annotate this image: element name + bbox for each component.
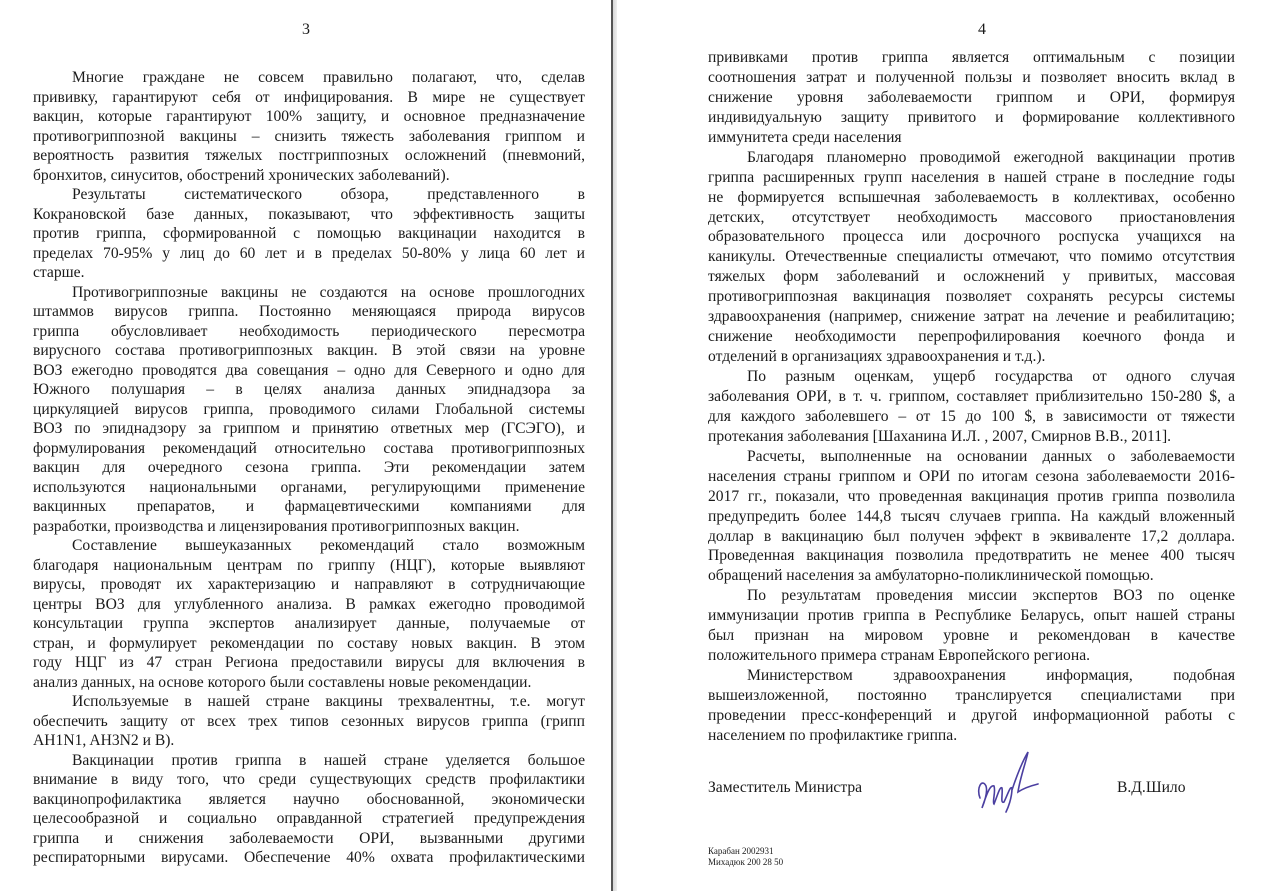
text-line: вирусного состава противогриппозных вакцин. В этой связи на уровне <box>33 342 585 359</box>
paragraph <box>33 536 585 692</box>
text-line: Кокрановской базе данных, показывают, что эффективность защиты <box>33 205 585 223</box>
text-line: положительного примера странам Европейского региона. <box>708 647 1091 665</box>
text-line: прививками против гриппа является оптимальным с позиции <box>708 49 1235 66</box>
page-number: 3 <box>302 21 310 38</box>
text-line: консультации группа экспертов анализирует данные, получаемые от <box>33 615 585 632</box>
document-page-3 <box>0 0 611 891</box>
text-line: образовательного процесса или досрочного роспуска учащихся на <box>708 228 1235 246</box>
text-line: По разным оценкам, ущерб государства от одного случая <box>747 368 1235 385</box>
paragraph <box>33 283 585 537</box>
text-line: вирусы, проводят их характеризацию и направляют в сотрудничающие <box>33 576 585 593</box>
page-body <box>708 48 1235 746</box>
text-line: 2017 гг., показали, что проведенная вакцинация против гриппа позволила <box>708 487 1235 505</box>
text-line: снижение уровня заболеваемости гриппом и ОРИ, формируя <box>708 88 1235 106</box>
text-line: иммунитета среди населения <box>708 128 902 146</box>
text-line: Благодаря планомерно проводимой ежегодной вакцинации против <box>747 148 1235 166</box>
text-line: гриппа расширенных групп населения в нашей стране в последние годы <box>708 168 1235 186</box>
text-line: центры ВОЗ для углубленного анализа. В рамках ежегодно проводимой <box>33 595 585 613</box>
text-line: обеспечить защиту от всех трех типов сезонных вирусов гриппа (грипп <box>33 712 585 730</box>
text-line: гриппа обусловливает необходимость периодического пересмотра <box>33 322 585 340</box>
text-line: вероятность развития тяжелых постгриппозных осложнений (пневмоний, <box>33 147 585 164</box>
text-line: был признан на мировом уровне и рекомендован в качестве <box>708 627 1235 645</box>
page-body <box>33 68 585 868</box>
text-line: каникулы. Отечественные специалисты отмечают, что помимо отсутствия <box>708 248 1235 266</box>
contacts-footer <box>708 846 783 868</box>
text-line: здравоохранения (например, снижение затрат на лечение и реабилитацию; <box>708 308 1235 326</box>
text-line: внимание в виду того, что среди существующих средств профилактики <box>33 771 585 788</box>
text-line: проведении пресс-конференций и другой информационной работы с <box>708 706 1235 724</box>
text-line: вакцинопрофилактика является научно обоснованной, экономически <box>33 790 585 808</box>
paragraph <box>708 447 1235 587</box>
text-line: вакцин для очередного сезона гриппа. Эти рекомендации затем <box>33 459 585 476</box>
text-line: Министерством здравоохранения информация, подобная <box>747 667 1235 685</box>
text-line: не формируется вспышечная заболеваемость в коллективах, особенно <box>708 188 1235 206</box>
paragraph <box>708 367 1235 447</box>
text-line: целесообразной и социально оправданной стратегией предупреждения <box>33 810 585 827</box>
text-line: тяжелых форм заболеваний и осложнений у привитых, массовая <box>708 268 1235 286</box>
text-line: году НЦГ из 47 стран Региона предоставили вирусы для включения в <box>33 654 585 671</box>
paragraph <box>708 666 1235 746</box>
text-line: старше. <box>33 264 85 281</box>
text-line: обращений населения за амбулаторно-поликлинической помощью. <box>708 567 1154 585</box>
text-line: ВОЗ по эпиднадзору за гриппом и принятию ответных мер (ГСЭГО), и <box>33 420 585 437</box>
contact-line: Карабан 2002931 <box>708 846 774 856</box>
paragraph <box>708 48 1235 148</box>
text-line: предупредить более 144,8 тысяч случаев гриппа. На каждый вложенный <box>708 507 1235 525</box>
text-line: гриппа и снижения заболеваемости ОРИ, вызванными другими <box>33 829 585 847</box>
text-line: Многие граждане не совсем правильно полагают, что, сделав <box>72 69 585 86</box>
text-line: AH1N1, AH3N2 и B). <box>33 732 175 749</box>
contact-line: Михадюк 200 28 50 <box>708 857 784 867</box>
text-line: отделений в организациях здравоохранения и т.д.). <box>708 348 1046 366</box>
text-line: Результаты систематического обзора, представленного в <box>72 186 585 203</box>
text-line: соотношения затрат и полученной пользы и позволяет вносить вклад в <box>708 68 1235 86</box>
text-line: пределах 70-95% у лиц до 60 лет и в пределах 50-80% у лица 60 лет и <box>33 244 585 262</box>
text-line: анализ данных, на основе которого были составлены новые рекомендации. <box>33 673 532 691</box>
handwritten-signature <box>972 748 1052 814</box>
text-line: Составление вышеуказанных рекомендаций стало возможным <box>72 537 585 554</box>
text-line: формулирования рекомендаций относительно состава противогриппозных <box>33 439 585 457</box>
text-line: штаммов вирусов гриппа. Постоянно меняющаяся природа вирусов <box>33 303 585 320</box>
text-line: доллар в вакцинацию был получен эффект в эквиваленте 17,2 доллара. <box>708 527 1235 545</box>
text-line: населения страны гриппом и ОРИ по итогам сезона заболеваемости 2016- <box>708 467 1235 485</box>
text-line: вакцин, которые гарантируют 100% защиту, и основное предназначение <box>33 108 585 125</box>
text-line: против гриппа, сформированной с помощью вакцинации находится в <box>33 225 585 242</box>
text-line: прививку, гарантируют себя от инфицирования. В мире не существует <box>33 88 585 106</box>
paragraph <box>33 751 585 868</box>
text-line: Вакцинации против гриппа в нашей стране уделяется большое <box>72 751 585 769</box>
text-line: заболевания ОРИ, в т. ч. гриппом, составляет приблизительно 150-280 $, а <box>708 387 1235 405</box>
text-line: вышеизложенной, постоянно транслируется специалистами при <box>708 687 1235 704</box>
text-line: Южного полушария – в целях анализа данных эпиднадзора за <box>33 381 585 398</box>
text-line: бронхитов, синуситов, обострений хронических заболеваний). <box>33 166 450 184</box>
text-line: стран, и формулирует рекомендации по составу новых вакцин. В этом <box>33 634 585 652</box>
paragraph <box>33 185 585 283</box>
text-line: По результатам проведения миссии экспертов ВОЗ по оценке <box>747 587 1235 605</box>
text-line: для каждого заболевшего – от 15 до 100 $, в зависимости от тяжести <box>708 407 1235 425</box>
text-line: ВОЗ ежегодно проводятся два совещания – одно для Северного и одно для <box>33 361 585 379</box>
text-line: используются национальными органами, регулирующими применение <box>33 478 585 496</box>
text-line: детских, отсутствует необходимость массового приостановления <box>708 208 1235 226</box>
text-line: вакцинных препаратов, и фармацевтическими компаниями для <box>33 498 585 515</box>
signatory-name: В.Д.Шило <box>1117 779 1186 796</box>
text-line: противогриппозная вакцинация позволяет сохранять ресурсы системы <box>708 288 1235 306</box>
text-line: Используемые в нашей стране вакцины трехвалентны, т.е. могут <box>72 693 585 710</box>
text-line: иммунизации против гриппа в Республике Беларусь, опыт нашей страны <box>708 607 1235 625</box>
document-page-4 <box>617 0 1280 891</box>
text-line: населением по профилактике гриппа. <box>708 726 958 744</box>
text-line: индивидуальную защиту привитого и формирование коллективного <box>708 108 1235 126</box>
text-line: Проведенная вакцинация позволила предотвратить не менее 400 тысяч <box>708 547 1235 565</box>
text-line: Расчеты, выполненные на основании данных о заболеваемости <box>747 447 1235 465</box>
paragraph <box>708 148 1235 367</box>
text-line: респираторными вирусами. Обеспечение 40% охвата профилактическими <box>33 849 585 866</box>
paragraph <box>33 68 585 185</box>
text-line: противогриппозной вакцины – снизить тяжесть заболевания гриппом и <box>33 127 585 145</box>
text-line: снижение необходимости перепрофилирования коечного фонда и <box>708 328 1235 346</box>
text-line: Противогриппозные вакцины не создаются на основе прошлогодних <box>72 283 585 301</box>
paragraph <box>33 692 585 751</box>
text-line: циркуляцией вирусов гриппа, проводимого силами Глобальной системы <box>33 400 585 418</box>
text-line: протекания заболевания [Шаханина И.Л. , 2007, Смирнов В.В., 2011]. <box>708 427 1172 445</box>
text-line: разработки, производства и лицензирования противогриппозных вакцин. <box>33 517 520 535</box>
signatory-title: Заместитель Министра <box>708 779 863 796</box>
paragraph <box>708 586 1235 666</box>
text-line: благодаря национальным центрам по гриппу (НЦГ), которые выявляют <box>33 556 585 574</box>
page-number: 4 <box>978 21 986 38</box>
